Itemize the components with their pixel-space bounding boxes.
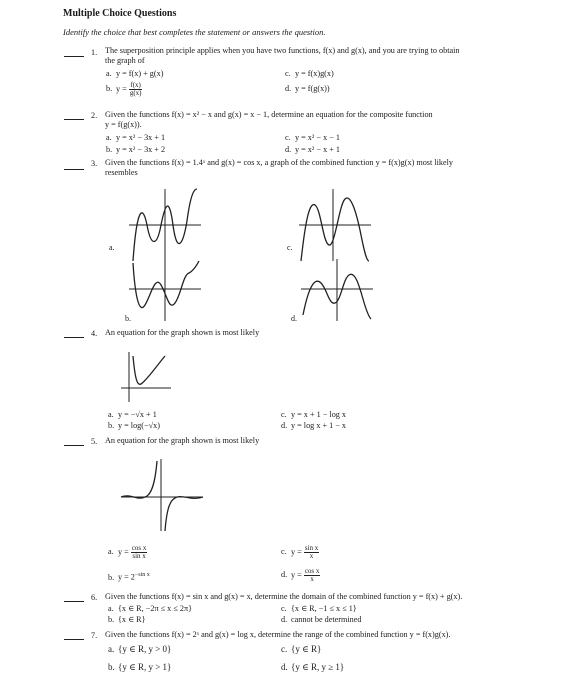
q3-graph-c bbox=[295, 185, 375, 265]
question-7-number: 7. bbox=[91, 631, 98, 640]
q5-graph bbox=[117, 455, 207, 535]
q1-choice-c[interactable]: c. y = f(x)g(x) bbox=[285, 69, 334, 78]
question-5-number: 5. bbox=[91, 437, 98, 446]
q3-graph-b bbox=[125, 255, 205, 325]
answer-blank-4[interactable] bbox=[64, 337, 84, 338]
answer-blank-3[interactable] bbox=[64, 169, 84, 170]
answer-blank-7[interactable] bbox=[64, 639, 84, 640]
q4-choice-a[interactable]: a. y = −√x + 1 bbox=[108, 410, 157, 419]
question-4-number: 4. bbox=[91, 329, 98, 338]
answer-blank-2[interactable] bbox=[64, 119, 84, 120]
answer-blank-6[interactable] bbox=[64, 601, 84, 602]
q7-choice-b[interactable]: b. {y ∈ R, y > 1} bbox=[108, 662, 172, 672]
q2-choice-a[interactable]: a. y = x² − 3x + 1 bbox=[106, 133, 166, 142]
q7-choice-a[interactable]: a. {y ∈ R, y > 0} bbox=[108, 644, 172, 654]
q5-choice-a[interactable]: a. y = $\frac{\text{cos x}}{\text{sin x}}$ bbox=[108, 544, 147, 560]
q5-choice-d[interactable]: d. y = $\frac{\text{cos x}}{x}$ bbox=[281, 567, 320, 583]
q2-choice-b[interactable]: b. y = x² − 3x + 2 bbox=[106, 145, 166, 154]
question-5-text: An equation for the graph shown is most likely bbox=[105, 436, 260, 445]
q4-choice-b[interactable]: b. y = log(−√x) bbox=[108, 421, 160, 430]
q3-choice-d[interactable]: d. bbox=[291, 314, 297, 323]
question-2-text: Given the functions f(x) = x² − x and g(x) = x − 1, determine an equation for the composite function y = f(g(x)). bbox=[105, 110, 433, 129]
question-7-text: Given the functions f(x) = 2ˣ and g(x) = log x, determine the range of the combined function y = f(x)g(x). bbox=[105, 630, 451, 639]
q2-choice-c[interactable]: c. y = x² − x − 1 bbox=[285, 133, 340, 142]
q5-choice-b[interactable]: b. $y = 2^{-sin x}$ bbox=[108, 572, 150, 582]
q2-choice-d[interactable]: d. y = x² − x + 1 bbox=[285, 145, 340, 154]
answer-blank-5[interactable] bbox=[64, 445, 84, 446]
question-6-number: 6. bbox=[91, 593, 98, 602]
question-1-text: The superposition principle applies when you have two functions, f(x) and g(x), and you are trying to obtain the graph of bbox=[105, 46, 460, 65]
q4-choice-c[interactable]: c. y = x + 1 − log x bbox=[281, 410, 347, 419]
q3-graph-d bbox=[297, 255, 377, 325]
question-3-number: 3. bbox=[91, 159, 98, 168]
q3-graph-a bbox=[125, 185, 205, 265]
question-3-text: Given the functions f(x) = 1.4ˣ and g(x) = cos x, a graph of the combined function y = f(x)g(x) most likely resembles bbox=[105, 158, 453, 177]
q1-choice-a[interactable]: a. y = f(x) + g(x) bbox=[106, 69, 164, 78]
q4-graph bbox=[115, 348, 175, 406]
q5-choice-c[interactable]: c. y = $\frac{\text{sin x}}{x}$ bbox=[281, 544, 319, 560]
question-6-text: Given the functions f(x) = sin x and g(x) = x, determine the domain of the combined function y = f(x) + g(x). bbox=[105, 592, 463, 601]
q3-choice-c[interactable]: c. bbox=[287, 243, 293, 252]
question-2-number: 2. bbox=[91, 111, 98, 120]
q7-choice-c[interactable]: c. {y ∈ R} bbox=[281, 644, 322, 654]
q7-choice-d[interactable]: d. {y ∈ R, y ≥ 1} bbox=[281, 662, 345, 672]
question-1-number: 1. bbox=[91, 48, 98, 57]
q1-choice-b[interactable]: b. y = $\frac{f(x)}{g(x)}$ bbox=[106, 81, 142, 97]
q6-choice-a[interactable]: a. {x ∈ R, −2π ≤ x ≤ 2π} bbox=[108, 604, 193, 613]
q3-choice-a[interactable]: a. bbox=[109, 243, 115, 252]
q4-choice-d[interactable]: d. y = log x + 1 − x bbox=[281, 421, 347, 430]
q1-choice-d[interactable]: d. y = f(g(x)) bbox=[285, 84, 330, 93]
q6-choice-b[interactable]: b. {x ∈ R} bbox=[108, 615, 146, 624]
page-title: Multiple Choice Questions bbox=[63, 8, 177, 19]
question-4-text: An equation for the graph shown is most likely bbox=[105, 328, 260, 337]
q6-choice-c[interactable]: c. {x ∈ R, −1 ≤ x ≤ 1} bbox=[281, 604, 357, 613]
instructions: Identify the choice that best completes the statement or answers the question. bbox=[63, 27, 326, 37]
q3-choice-b[interactable]: b. bbox=[125, 314, 131, 323]
answer-blank-1[interactable] bbox=[64, 56, 84, 57]
q6-choice-d[interactable]: d. cannot be determined bbox=[281, 615, 362, 624]
